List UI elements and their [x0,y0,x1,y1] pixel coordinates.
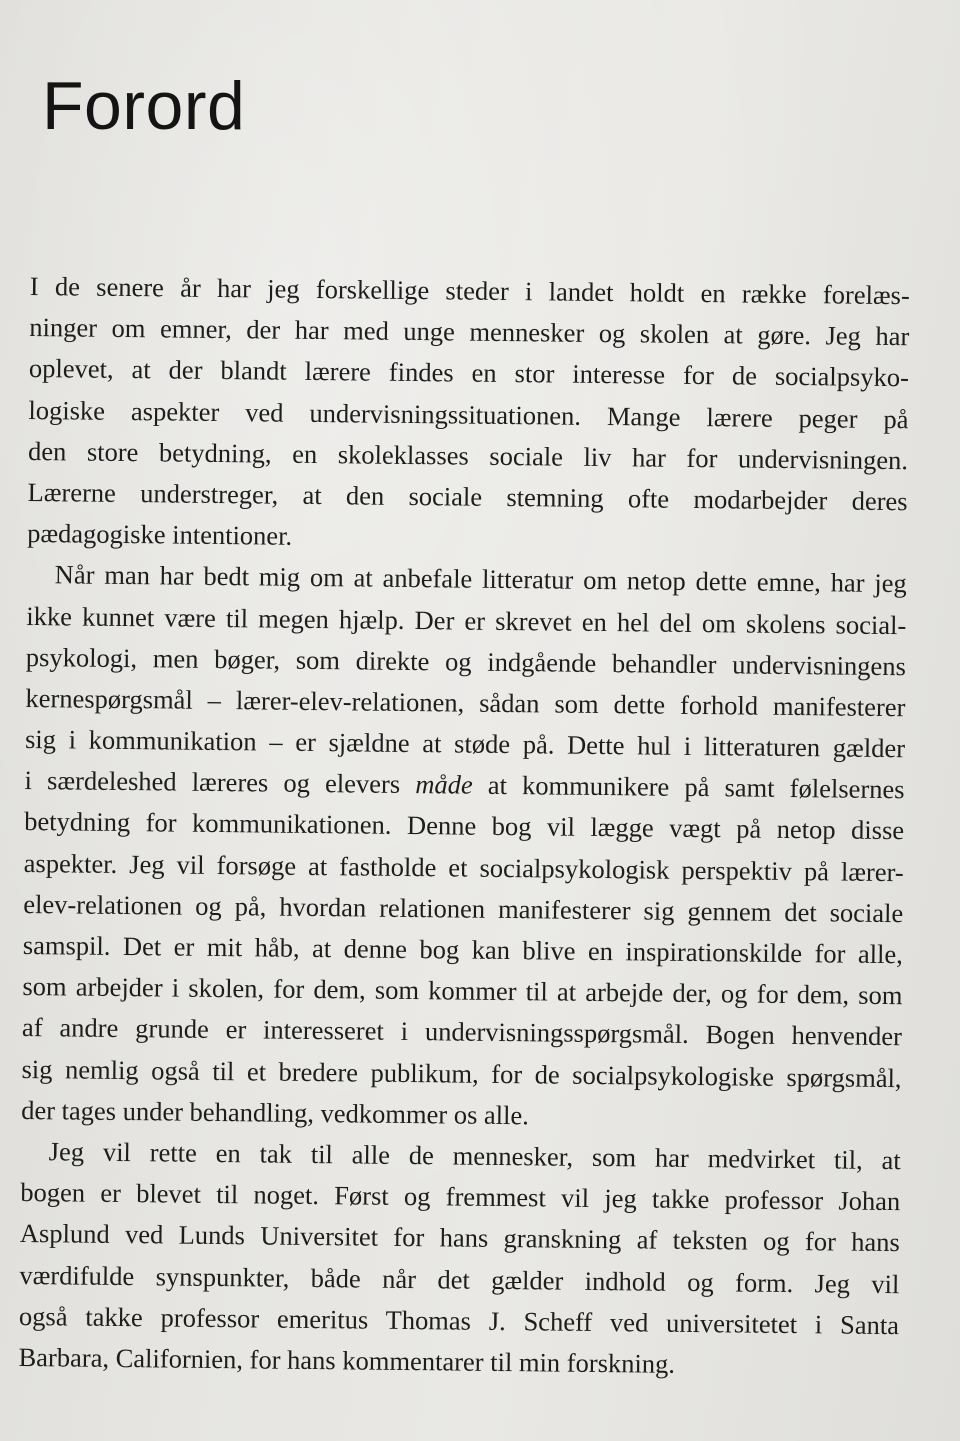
text-line: psykologi, men bøger, som direkte og indgående behandler undervisningens [25,641,907,681]
text-line: Jeg vil rette en tak til alle de mennesker, som har medvirket til, at [48,1136,901,1176]
text-line: af andre grunde er interesseret i undervisningsspørgsmål. Bogen henvender [21,1012,903,1052]
text-line: Når man har bedt mig om at anbefale litteratur om netop dette emne, har jeg [54,559,907,599]
text-line: i særdeleshed læreres og elevers måde at kommunikere på samt følelsernes [24,765,905,805]
text-line: bogen er blevet til noget. Først og fremmest vil jeg takke professor Johan [20,1177,901,1217]
text-line: Barbara, Californien, for hans kommentarer til min forskning. [18,1341,676,1379]
text-line: sig i kommunikation – er sjældne at støde på. Dette hul i litteraturen gælder [24,724,906,764]
text-line: ninger om emner, der har med unge mennesker og skolen at gøre. Jeg har [29,312,910,352]
text-line: logiske aspekter ved undervisningssituationen. Mange lærere peger på [28,394,909,434]
text-line: der tages under behandling, vedkommer os alle. [21,1094,530,1131]
text-line: ikke kunnet være til megen hjælp. Der er skrevet en hel del om skolens social- [26,600,907,640]
text-line: også takke professor emeritus Thomas J. Scheff ved universitetet i Santa [18,1300,900,1340]
paragraph [27,266,910,564]
text-line: som arbejder i skolen, for dem, som kommer til at arbejde der, og for dem, som [22,971,903,1011]
page-title: Forord [42,68,246,144]
paragraph [21,554,907,1140]
text-line: oplevet, at der blandt lærere findes en stor interesse for de socialpsyko- [28,353,910,393]
text-line: pædagogiske intentioner. [27,518,293,551]
text-line: Lærerne understreger, at den sociale stemning ofte modarbejder deres [27,476,908,517]
text-line: sig nemlig også til et bredere publikum, for de socialpsykologiske spørgsmål, [21,1053,902,1093]
paragraph [18,1131,901,1387]
body-text [18,266,910,1387]
text-line: aspekter. Jeg vil forsøge at fastholde et socialpsykologisk perspektiv på lærer- [23,847,904,887]
text-line: kernespørgsmål – lærer-elev-relationen, sådan som dette forhold manifesterer [25,682,906,723]
text-line: den store betydning, en skoleklasses sociale liv har for undervisningen. [27,435,909,475]
text-line: værdifulde synspunkter, både når det gælder indhold og form. Jeg vil [19,1259,900,1299]
text-line: I de senere år har jeg forskellige steder i landet holdt en række forelæs- [29,270,910,311]
text-line: betydning for kommunikationen. Denne bog vil lægge vægt på netop disse [24,806,905,846]
text-line: elev-relationen og på, hvordan relationen manifesterer sig gennem det sociale [23,888,904,928]
emphasis: måde [415,769,473,800]
text-line: Asplund ved Lunds Universitet for hans granskning af teksten og for hans [19,1218,900,1258]
text-line: samspil. Det er mit håb, at denne bog kan blive en inspirationskilde for alle, [22,929,903,970]
